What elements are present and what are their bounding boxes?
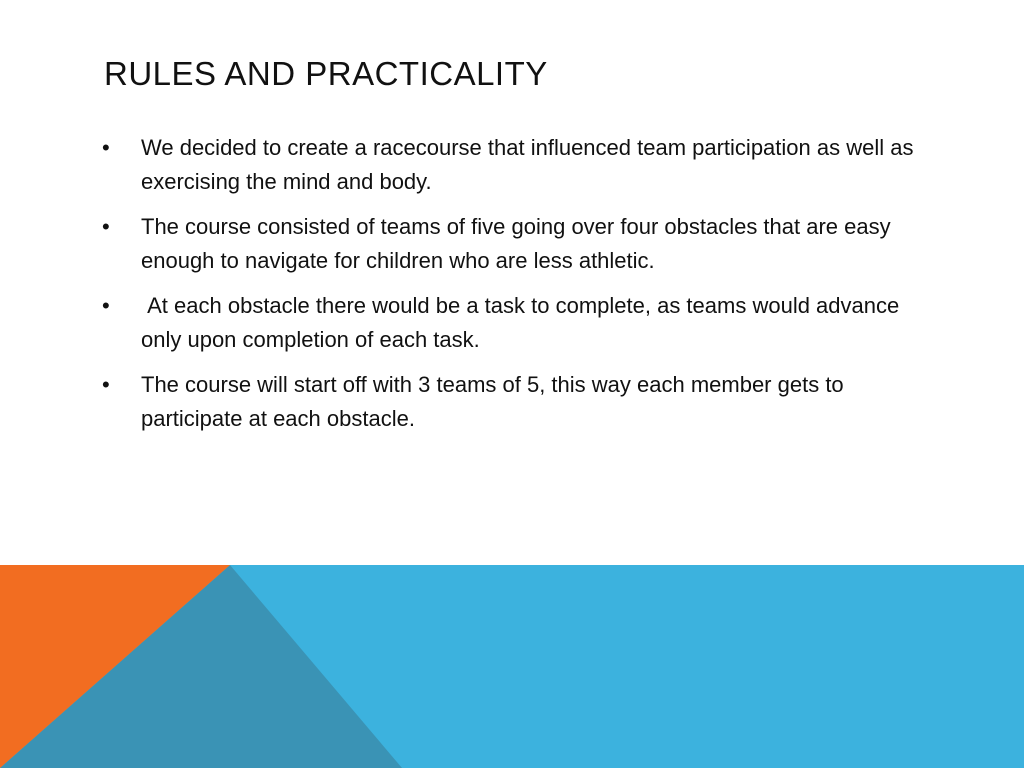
bullet-item xyxy=(100,289,940,357)
bullet-item xyxy=(100,210,940,278)
bullet-text: The course will start off with 3 teams of 5, this way each member gets to participate at each obstacle. xyxy=(141,372,850,431)
bullet-marker: • xyxy=(102,214,110,239)
slide-title: RULES AND PRACTICALITY xyxy=(104,55,548,92)
bullet-text: We decided to create a racecourse that influenced team participation as well as exercising the mind and body. xyxy=(141,135,920,194)
bullet-marker: • xyxy=(102,372,110,397)
bullet-item xyxy=(100,368,940,436)
bullet-text: The course consisted of teams of five going over four obstacles that are easy enough to navigate for children who are less athletic. xyxy=(141,214,897,273)
bullet-item xyxy=(100,131,940,199)
bullet-marker: • xyxy=(102,135,110,160)
bullet-text: At each obstacle there would be a task to complete, as teams would advance only upon completion of each task. xyxy=(141,293,906,352)
bullet-marker: • xyxy=(102,293,110,318)
decorative-footer-band xyxy=(0,565,1024,768)
bullet-list xyxy=(100,131,940,447)
